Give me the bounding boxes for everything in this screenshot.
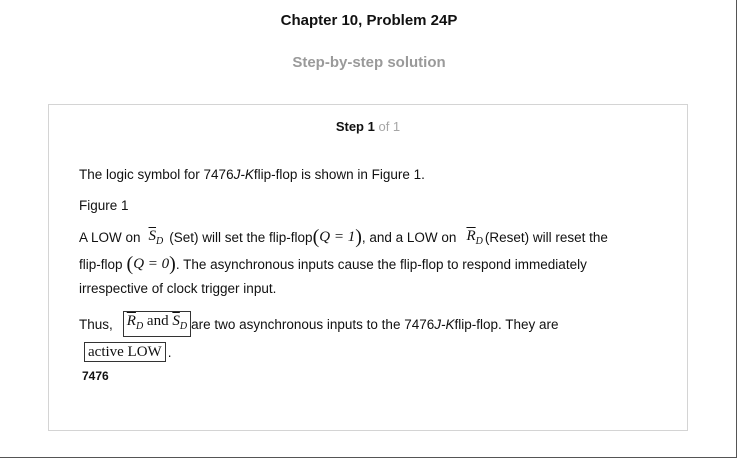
jk-text: J-K [233,167,254,182]
paragraph-3 [79,252,587,276]
answer-period: . [167,344,172,360]
text: irrespective of clock trigger input. [79,281,277,296]
text: flip-flop [79,256,123,272]
solution-card [48,104,688,431]
step-header [49,119,687,134]
figure-label [79,198,129,213]
answer-box: active LOW [84,342,166,362]
sd-base: $\overline{S}$ [148,227,157,244]
text: . The asynchronous inputs cause the flip-flop to respond immediately [175,256,587,272]
q-equals-0: Q = 0 [133,255,170,272]
figure-caption: Figure 1 [79,198,129,213]
paragraph-5 [79,311,559,337]
rd-symbol [466,228,482,247]
text: are two asynchronous inputs to the 7476 [191,316,435,332]
text: (Set) will set the flip-flop [169,229,313,245]
step-count: of 1 [378,119,401,134]
sd-symbol [149,228,164,247]
rd-sub: D [135,321,144,332]
text: , and a LOW on [361,229,457,245]
paragraph-4 [79,281,276,296]
chip-label: 7476 [82,369,109,383]
q-equals-1: Q = 1 [319,228,356,245]
close-paren: ) [355,226,362,248]
rd-sub: D [475,235,483,247]
text: flip-flop is shown in Figure 1. [253,167,425,182]
chapter-title: Chapter 10, Problem 24P [280,12,458,29]
text: A LOW on [79,229,141,245]
open-paren: ( [126,253,134,275]
jk-text: J-K [434,316,455,332]
sd-sub: D [156,235,164,247]
close-paren: ) [169,253,176,275]
text: flip-flop. They are [454,316,559,332]
and-text: and [143,313,173,329]
solution-subtitle: Step-by-step solution [292,54,446,71]
paragraph-2 [79,225,608,249]
answer-line [84,341,171,363]
sd-base: $\overline{S}$ [172,313,180,329]
text: Thus, [79,316,113,332]
paragraph-1 [79,167,425,182]
rd-base: $\overline{R}$ [126,313,136,329]
step-label: Step 1 [335,119,375,134]
rd-base: $\overline{R}$ [466,227,476,244]
open-paren: ( [312,226,320,248]
sd-sub: D [179,321,188,332]
text: (Reset) will reset the [484,229,608,245]
text: The logic symbol for 7476 [79,167,234,182]
async-inputs-box [123,311,191,337]
